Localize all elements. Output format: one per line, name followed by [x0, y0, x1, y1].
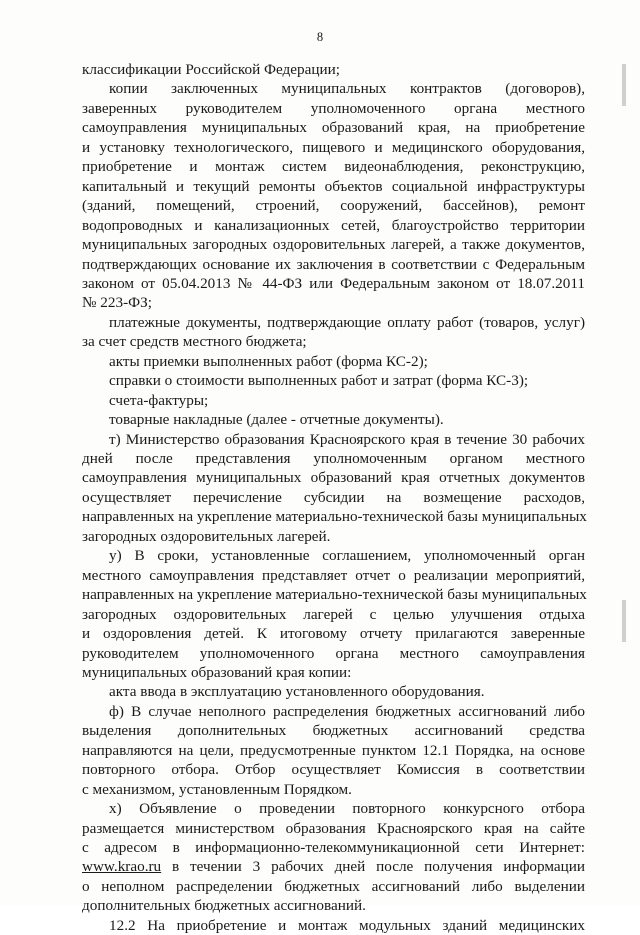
- text-line: самоуправления муниципальных образований края, на приобретение: [82, 119, 585, 137]
- text-line: загородных оздоровительных лагерей.: [82, 527, 331, 545]
- text-line: справки о стоимости выполненных работ и затрат (форма КС-3);: [109, 372, 529, 390]
- text-line: www.krao.ru в течении 3 рабочих дней после получения информации: [82, 858, 585, 876]
- text-line: № 223-ФЗ;: [82, 294, 152, 312]
- text-line: местного самоуправления представляет отчет о реализации мероприятий,: [82, 566, 585, 584]
- text-line: самоуправления муниципальных образований края отчетных документов: [82, 469, 585, 487]
- text-line: загородных оздоровительных лагерей с целью улучшения отдыха: [82, 605, 585, 623]
- text-line: х) Объявление о проведении повторного конкурсного отбора: [109, 800, 585, 818]
- text-line: заверенных руководителем уполномоченного органа местного: [82, 99, 585, 117]
- text-line: с механизмом, установленным Порядком.: [82, 780, 352, 798]
- text-line: водопроводных и канализационных сетей, благоустройство территории: [82, 216, 585, 234]
- text-line: выделения дополнительных бюджетных ассигнований средства: [82, 722, 585, 740]
- text-line: за счет средств местного бюджета;: [82, 333, 307, 351]
- text-line: (зданий, помещений, строений, сооружений, бассейнов), ремонт: [82, 197, 585, 215]
- text-line: направленных на укрепление материально-технической базы муниципальных: [82, 586, 587, 604]
- website-link[interactable]: www.krao.ru: [82, 858, 162, 876]
- text-line: осуществляет перечисление субсидии на возмещение расходов,: [82, 488, 585, 506]
- text-line: акта ввода в эксплуатацию установленного оборудования.: [109, 683, 485, 701]
- text-line: ф) В случае неполного распределения бюджетных ассигнований либо: [109, 702, 585, 720]
- text-line: муниципальных образований края копии:: [82, 663, 352, 681]
- text-line: повторного отбора. Отбор осуществляет Комиссия в соответствии: [82, 761, 585, 779]
- text-line: т) Министерство образования Красноярского края в течение 30 рабочих: [109, 430, 585, 448]
- text-line: направленных на укрепление материально-технической базы муниципальных: [82, 508, 587, 526]
- scan-margin-mark: [622, 600, 626, 642]
- text-line: о неполном распределении бюджетных ассигнований либо выделении: [82, 877, 585, 895]
- text-line: законом от 05.04.2013 № 44-ФЗ или Федеральным законом от 18.07.2011: [82, 274, 585, 292]
- text-line: копии заключенных муниципальных контрактов (договоров),: [109, 80, 585, 98]
- text-line: дополнительных бюджетных ассигнований.: [82, 897, 366, 915]
- text-line: капитальный и текущий ремонты объектов социальной инфраструктуры: [82, 177, 585, 195]
- text-line: муниципальных загородных оздоровительных лагерей, а также документов,: [82, 236, 585, 254]
- text-line: с адресом в информационно-телекоммуникационной сети Интернет:: [82, 839, 585, 856]
- text-line: классификации Российской Федерации;: [82, 61, 340, 78]
- text-line: дней после представления уполномоченным органом местного: [82, 450, 585, 467]
- text-line: и оздоровления детей. К итоговому отчету прилагаются заверенные: [82, 625, 585, 643]
- text-line: и установку технологического, пищевого и медицинского оборудования,: [82, 138, 585, 156]
- text-line: 12.2 На приобретение и монтаж модульных зданий медицинских: [109, 916, 585, 934]
- text-line: платежные документы, подтверждающие оплату работ (товаров, услуг): [109, 313, 585, 331]
- text-line: счета-фактуры;: [109, 391, 209, 409]
- text-line: акты приемки выполненных работ (форма КС-2);: [109, 352, 428, 370]
- text-line: руководителем уполномоченного органа местного самоуправления: [82, 644, 585, 662]
- text-line: у) В сроки, установленные соглашением, уполномоченный орган: [109, 547, 585, 565]
- scan-margin-mark: [622, 64, 626, 106]
- text-line: размещается министерством образования Красноярского края на сайте: [82, 819, 585, 837]
- text-line: товарные накладные (далее - отчетные документы).: [109, 411, 444, 429]
- page-number: 8: [316, 30, 324, 44]
- text-line: подтверждающих основание их заключения в соответствии с Федеральным: [82, 255, 585, 273]
- text-line: приобретение и монтаж систем видеонаблюдения, реконструкцию,: [82, 158, 585, 176]
- text-line: направляются на цели, предусмотренные пунктом 12.1 Порядка, на основе: [82, 741, 585, 759]
